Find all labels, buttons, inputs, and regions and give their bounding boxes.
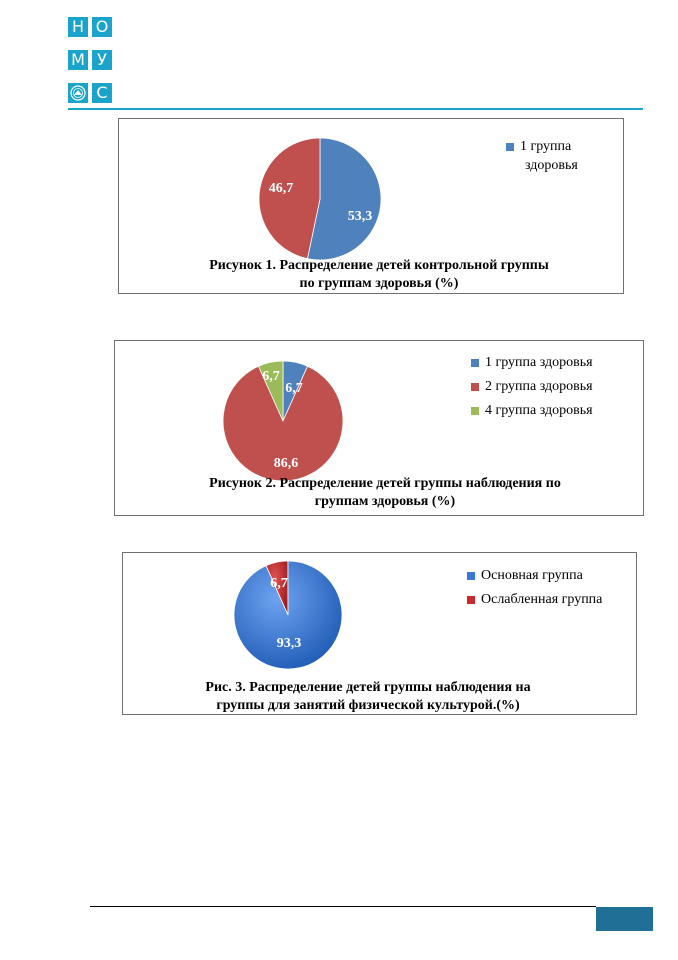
legend-swatch-red [471, 383, 479, 391]
legend-3-label: Ослабленная группа [481, 592, 603, 607]
caption-2-line2: группам здоровья (%) [314, 494, 456, 509]
pie-3-slices [234, 561, 342, 669]
legend-2 [471, 351, 593, 423]
caption-3-line1: Рис. 3. Распределение детей группы наблюдения на [205, 680, 531, 695]
legend-2-item [471, 399, 593, 423]
caption-2-line1: Рисунок 2. Распределение детей группы наблюдения по [209, 476, 561, 491]
page-number-box [596, 907, 653, 931]
legend-1 [506, 135, 578, 178]
legend-3 [467, 564, 602, 612]
figure-3 [122, 552, 637, 715]
caption-1-line2: по группам здоровья (%) [299, 276, 459, 291]
logo-letter: С [92, 83, 112, 103]
legend-swatch-blue [506, 143, 514, 151]
legend-2-item [471, 375, 593, 399]
legend-1-label-line2: здоровья [525, 158, 578, 173]
caption-3 [163, 679, 573, 715]
caption-3-line2: группы для занятий физической культурой.(%) [216, 698, 520, 713]
legend-2-label: 4 группа здоровья [485, 403, 593, 418]
legend-1-label-line1: 1 группа [520, 139, 572, 154]
caption-2 [165, 475, 605, 511]
pie-1-label-53-3: 53,3 [347, 209, 373, 224]
caption-1-line1: Рисунок 1. Распределение детей контрольной группы [209, 258, 549, 273]
header-divider [68, 108, 643, 110]
footer-divider [90, 906, 596, 907]
circle-emblem-icon [68, 83, 88, 103]
figure-2 [114, 340, 644, 516]
legend-2-label: 1 группа здоровья [485, 355, 593, 370]
legend-3-item [467, 588, 602, 612]
logo-letter: О [92, 17, 112, 37]
legend-swatch-blue [471, 359, 479, 367]
pie-2-label-green: 6,7 [262, 369, 280, 384]
pie-1-slices [259, 138, 381, 260]
pie-3-label-blue: 93,3 [276, 636, 302, 651]
logo-letter: У [92, 50, 112, 70]
legend-swatch-red [467, 596, 475, 604]
pie-3-slice-1 [234, 561, 342, 669]
pie-3-label-red: 6,7 [270, 576, 288, 591]
pie-1-slice-2 [259, 138, 320, 259]
pie-1-label-46-7: 46,7 [268, 181, 294, 196]
legend-1-item [506, 135, 578, 159]
legend-swatch-blue [467, 572, 475, 580]
legend-2-label: 2 группа здоровья [485, 379, 593, 394]
caption-1 [179, 257, 579, 293]
logo-letter: М [68, 50, 88, 70]
pie-2-label-blue: 6,7 [285, 381, 303, 396]
nomus-logo [68, 17, 112, 103]
legend-swatch-green [471, 407, 479, 415]
logo-letter: Н [68, 17, 88, 37]
legend-3-item [467, 564, 602, 588]
figure-1 [118, 118, 624, 294]
pie-2-label-red: 86,6 [273, 456, 299, 471]
legend-2-item [471, 351, 593, 375]
legend-3-label: Основная группа [481, 568, 583, 583]
